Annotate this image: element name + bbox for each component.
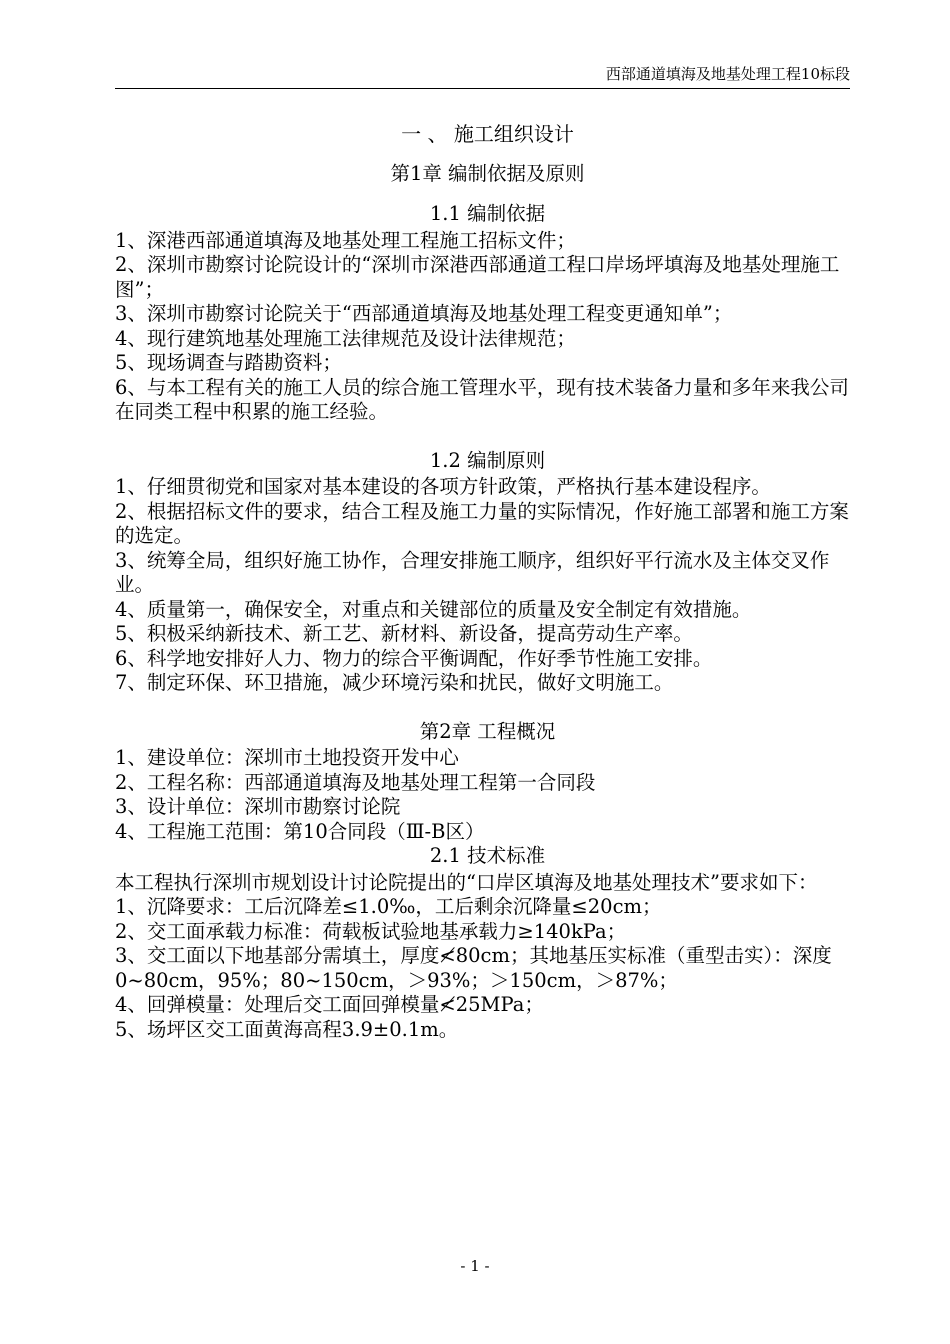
section-intro: 本工程执行深圳市规划设计讨论院提出的“口岸区填海及地基处理技术”要求如下： (115, 870, 818, 894)
list-item: 1、建设单位：深圳市土地投资开发中心 (115, 746, 459, 769)
list-item: 3、交工面以下地基部分需填土，厚度≮80cm；其地基压实标准（重型击实）：深度0~80cm，95%；80~150cm，＞93%；＞150cm，＞87%； (115, 944, 832, 992)
list-item: 2、根据招标文件的要求，结合工程及施工力量的实际情况，作好施工部署和施工方案的选定。 (115, 499, 849, 547)
running-header: 西部通道填海及地基处理工程10标段 (115, 64, 850, 89)
document-body (115, 118, 860, 1042)
list-item: 1、仔细贯彻党和国家对基本建设的各项方针政策，严格执行基本建设程序。 (115, 475, 771, 498)
section-1-1-heading: 1.1 编制依据 (429, 202, 546, 225)
document-title: 一 、 施工组织设计 (401, 122, 574, 146)
list-item: 1、沉降要求：工后沉降差≤1.0‰，工后剩余沉降量≤20cm； (115, 895, 662, 918)
list-item: 3、深圳市勘察讨论院关于“西部通道填海及地基处理工程变更通知单”； (115, 302, 733, 325)
list-item: 4、回弹模量：处理后交工面回弹模量≮25MPa； (115, 993, 544, 1016)
list-item: 5、现场调查与踏勘资料； (115, 351, 342, 374)
section-2-1-heading: 2.1 技术标准 (429, 844, 546, 867)
list-item: 2、深圳市勘察讨论院设计的“深圳市深港西部通道工程口岸场坪填海及地基处理施工图”； (115, 253, 840, 301)
spacer (115, 425, 860, 449)
list-item: 5、场坪区交工面黄海高程3.9±0.1m。 (115, 1017, 459, 1041)
section-1-2-heading: 1.2 编制原则 (429, 448, 546, 472)
list-item: 2、交工面承载力标准：荷载板试验地基承载力≥140kPa； (115, 919, 627, 943)
list-item: 3、设计单位：深圳市勘察讨论院 (115, 795, 401, 818)
list-item: 4、工程施工范围：第10合同段（Ⅲ-B区） (115, 819, 485, 843)
list-item: 2、工程名称：西部通道填海及地基处理工程第一合同段 (115, 770, 596, 794)
list-item: 4、现行建筑地基处理施工法律规范及设计法律规范； (115, 326, 576, 350)
list-item: 6、与本工程有关的施工人员的综合施工管理水平，现有技术装备力量和多年来我公司在同类工程中积累的施工经验。 (115, 375, 849, 423)
list-item: 5、积极采纳新技术、新工艺、新材料、新设备，提高劳动生产率。 (115, 622, 693, 645)
list-item: 1、深港西部通道填海及地基处理工程施工招标文件； (115, 228, 576, 252)
list-item: 3、统筹全局，组织好施工协作，合理安排施工顺序，组织好平行流水及主体交叉作业。 (115, 548, 830, 596)
list-item: 6、科学地安排好人力、物力的综合平衡调配，作好季节性施工安排。 (115, 646, 713, 670)
chapter-2-heading: 第2章 工程概况 (419, 719, 556, 743)
list-item: 4、质量第一，确保安全，对重点和关键部位的质量及安全制定有效措施。 (115, 597, 752, 621)
spacer (115, 696, 860, 720)
list-item: 7、制定环保、环卫措施，减少环境污染和扰民，做好文明施工。 (115, 671, 674, 694)
page-number: - 1 - (460, 1257, 490, 1275)
chapter-1-heading: 第1章 编制依据及原则 (390, 162, 585, 185)
